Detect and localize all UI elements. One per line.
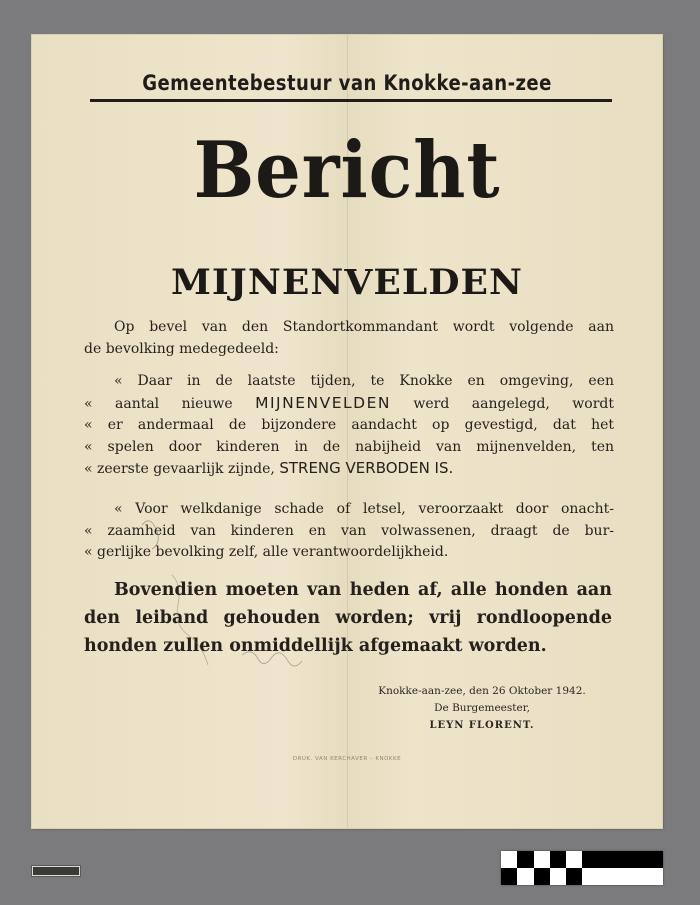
quote-paragraph-minefields <box>84 371 614 481</box>
dogs-notice-paragraph <box>84 576 612 660</box>
quote1-line-5-pre: « zeerste gevaarlijk zijnde, <box>84 461 275 477</box>
dogs-line-2: den leiband gehouden worden; vrij rondloopende <box>84 608 612 628</box>
calibration-cell <box>501 851 517 868</box>
signatory-role: De Burgemeester, <box>434 702 530 714</box>
issuing-authority: Gemeentebestuur van Knokke-aan-zee <box>142 71 552 95</box>
quote1-line-5 <box>84 458 614 481</box>
calibration-cell <box>550 868 566 885</box>
quote1-line-1: « Daar in de laatste tijden, te Knokke en omgeving, een <box>114 373 614 389</box>
quote1-line-2-post: werd aangelegd, wordt <box>413 395 614 412</box>
calibration-cell <box>550 851 566 868</box>
calibration-cell <box>566 868 582 885</box>
header-rule <box>90 99 612 102</box>
poster-title: Bericht <box>193 125 501 216</box>
calibration-cell <box>534 868 550 885</box>
minefields-emphasis: MIJNENVELDEN <box>255 393 391 412</box>
calibration-cell <box>534 851 550 868</box>
dogs-line-3: honden zullen onmiddellijk afgemaakt worden. <box>84 636 547 656</box>
calibration-cell <box>582 851 663 868</box>
strictly-forbidden-emphasis: STRENG VERBODEN IS. <box>279 459 454 477</box>
quote2-line-2: « zaamheid van kinderen en van volwassenen, draagt de bur- <box>84 522 614 539</box>
quote-paragraph-liability <box>84 499 614 564</box>
quote1-line-4: « spelen door kinderen in de nabijheid van mijnenvelden, ten <box>84 438 614 455</box>
calibration-cell <box>582 868 663 885</box>
quote2-line-1: « Voor welkdanige schade of letsel, veroorzaakt door onacht- <box>114 501 614 517</box>
place-and-date: Knokke-aan-zee, den 26 Oktober 1942. <box>378 685 586 697</box>
poster-sheet <box>32 35 662 828</box>
quote1-line-2 <box>84 393 614 416</box>
printer-imprint: DRUK. VAN KERCHAVER – KNOKKE <box>292 756 402 762</box>
scan-calibration-strip <box>501 851 663 885</box>
signature-block <box>362 683 602 734</box>
poster-subject: MIJNENVELDEN <box>170 262 524 303</box>
calibration-cell <box>501 868 517 885</box>
dogs-line-1: Bovendien moeten van heden af, alle honden aan <box>114 580 612 600</box>
intro-paragraph <box>84 317 614 360</box>
quote2-line-3: « gerlijke bevolking zelf, alle verantwoordelijkheid. <box>84 544 449 560</box>
signatory-name: LEYN FLORENT. <box>429 720 535 731</box>
quote1-line-3: « er andermaal de bijzondere aandacht op gevestigd, dat het <box>84 417 614 433</box>
intro-line-1: Op bevel van den Standortkommandant wordt volgende aan <box>114 319 614 335</box>
calibration-cell <box>517 868 533 885</box>
archive-inventory-label <box>32 866 80 876</box>
quote1-line-2-pre: « aantal nieuwe <box>84 395 233 412</box>
calibration-cell <box>517 851 533 868</box>
intro-line-2: de bevolking medegedeeld: <box>84 340 279 357</box>
calibration-cell <box>566 851 582 868</box>
